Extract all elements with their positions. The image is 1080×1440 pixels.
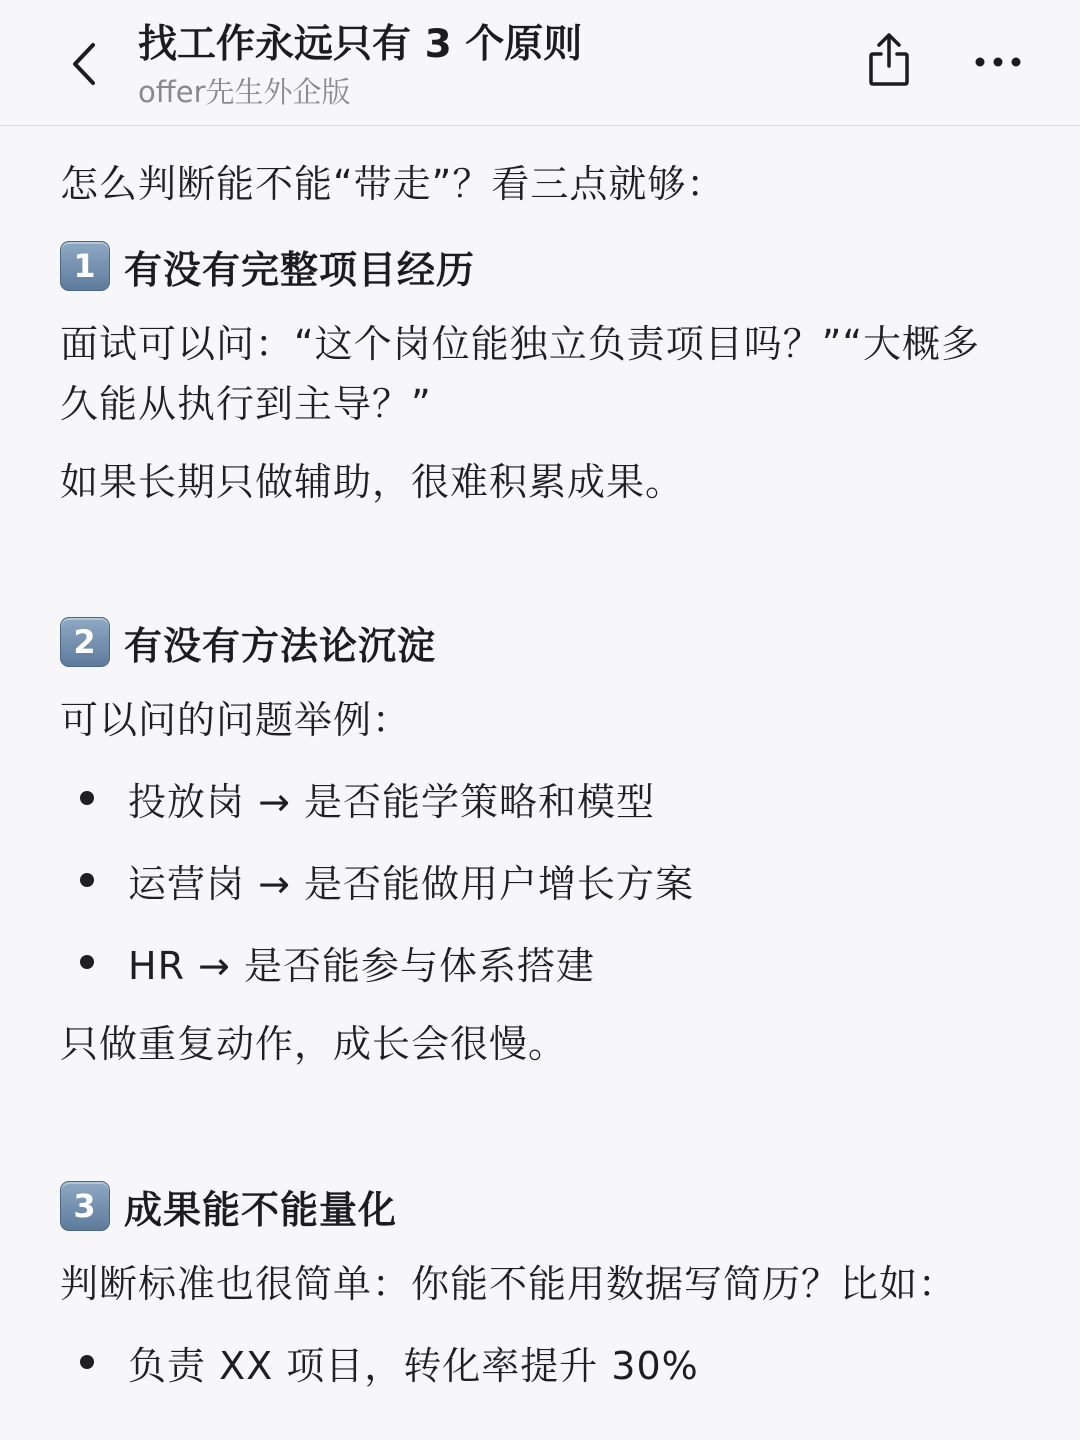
list-item (80, 932, 595, 992)
more-horizontal-icon (974, 56, 1022, 68)
keycap-3-icon: 3 (60, 1181, 110, 1231)
list-item-text: 投放岗 → 是否能学策略和模型 (128, 779, 655, 824)
section-1-paragraph: 如果长期只做辅助，很难积累成果。 (60, 460, 685, 504)
section-2-title: 有没有方法论沉淀 (124, 623, 437, 668)
chevron-left-icon (69, 41, 99, 87)
list-item-text: HR → 是否能参与体系搭建 (128, 943, 595, 988)
page-title: 找工作永远只有 3 个原则 (138, 22, 583, 67)
section-3-lead: 判断标准也很简单：你能不能用数据写简历？比如： (60, 1262, 958, 1306)
bullet-dot (80, 1355, 94, 1369)
bullet-dot (80, 791, 94, 805)
list-item (80, 768, 655, 828)
account-name[interactable]: offer先生外企版 (138, 75, 351, 109)
share-icon (867, 32, 911, 88)
list-item (80, 850, 694, 910)
list-item-text: 运营岗 → 是否能做用户增长方案 (128, 861, 694, 906)
article-intro: 怎么判断能不能“带走”？看三点就够： (60, 162, 726, 206)
section-1-paragraph: 面试可以问：“这个岗位能独立负责项目吗？”“大概多久能从执行到主导？” (60, 322, 981, 426)
section-2-lead: 可以问的问题举例： (60, 698, 412, 742)
bullet-dot (80, 873, 94, 887)
bullet-dot (80, 955, 94, 969)
section-2-heading (60, 612, 436, 672)
share-button[interactable] (862, 28, 916, 92)
keycap-2-icon: 2 (60, 617, 110, 667)
section-1-heading (60, 236, 475, 296)
section-2-closing: 只做重复动作，成长会很慢。 (60, 1022, 568, 1066)
more-button[interactable] (966, 40, 1030, 84)
keycap-1-icon: 1 (60, 241, 110, 291)
back-button[interactable] (58, 34, 110, 94)
top-nav-bar (0, 0, 1080, 126)
section-3-heading (60, 1176, 397, 1236)
list-item (80, 1332, 699, 1392)
list-item-text: 负责 XX 项目，转化率提升 30% (128, 1343, 699, 1388)
section-3-title: 成果能不能量化 (124, 1187, 398, 1232)
section-1-title: 有没有完整项目经历 (124, 247, 476, 292)
